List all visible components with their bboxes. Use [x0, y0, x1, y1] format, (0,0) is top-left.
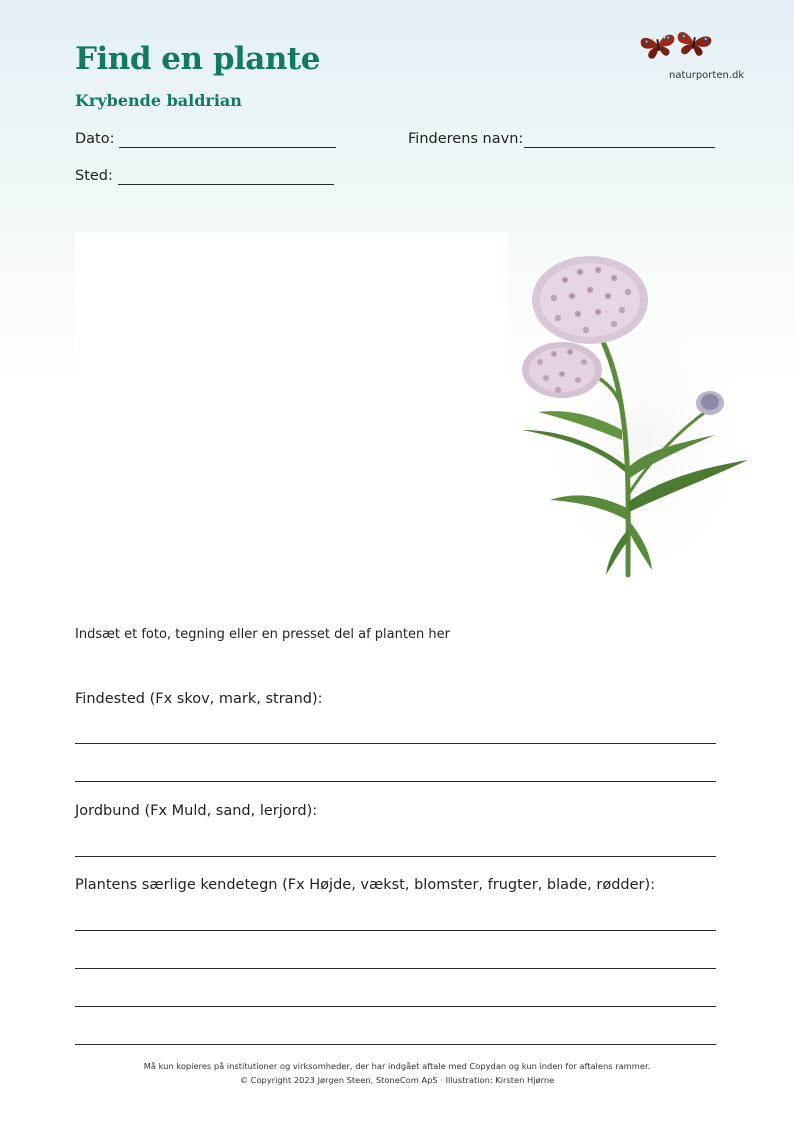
plant-name: Krybende baldrian [75, 91, 242, 110]
features-line-4[interactable] [75, 1044, 716, 1045]
place-label: Sted: [75, 168, 113, 184]
copy-notice: Må kun kopieres på institutioner og virksomheder, der har indgået aftale med Copydan og kun inden for aftalens rammer. [143, 1061, 651, 1071]
soil-line-1[interactable] [75, 856, 716, 857]
location-label: Findested (Fx skov, mark, strand): [75, 691, 323, 707]
date-field[interactable] [119, 147, 336, 148]
features-line-1[interactable] [75, 930, 716, 931]
features-label: Plantens særlige kendetegn (Fx Højde, vækst, blomster, frugter, blade, rødder): [75, 877, 656, 893]
location-line-2[interactable] [75, 781, 716, 782]
date-label: Dato: [75, 131, 115, 147]
plant-illustration [510, 240, 760, 585]
photo-area[interactable] [75, 232, 508, 582]
finder-name-field[interactable] [524, 147, 715, 148]
place-field[interactable] [118, 184, 334, 185]
photo-caption: Indsæt et foto, tegning eller en presset del af planten her [75, 627, 450, 642]
brand-logo [636, 26, 746, 88]
copyright: © Copyright 2023 Jørgen Steen, StoneCom ApS · Illustration: Kirsten Hjørne [239, 1075, 555, 1085]
finder-name-label: Finderens navn: [408, 131, 524, 147]
page-title: Find en plante [75, 41, 320, 77]
features-line-3[interactable] [75, 1006, 716, 1007]
soil-label: Jordbund (Fx Muld, sand, lerjord): [75, 803, 318, 819]
location-line-1[interactable] [75, 743, 716, 744]
brand-url: naturporten.dk [669, 70, 745, 81]
butterfly-icon [636, 26, 718, 64]
features-line-2[interactable] [75, 968, 716, 969]
